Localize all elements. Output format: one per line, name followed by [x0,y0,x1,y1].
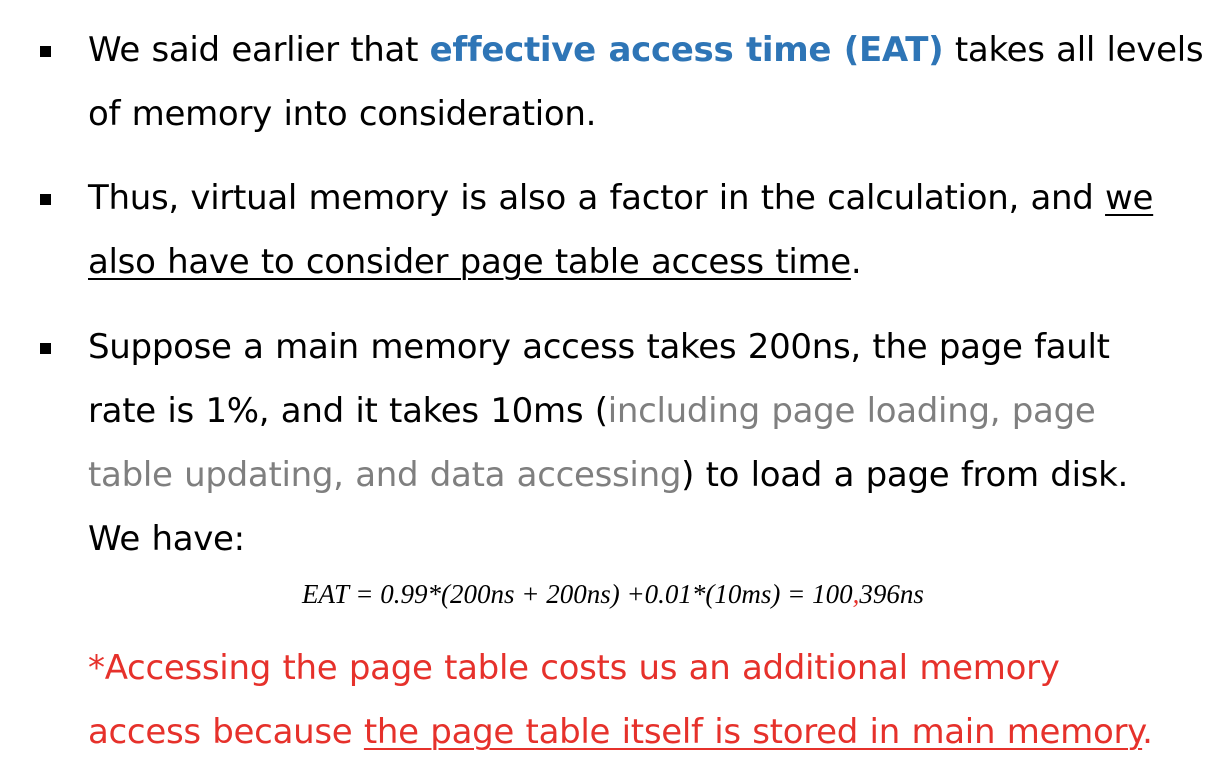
bullet-2-text [88,166,1188,294]
bullet-2-text-pre: Thus, virtual memory is also a factor in the calculation, and [88,178,1106,218]
bullet-1-text-pre: We said earlier that [88,30,430,70]
formula-result: 396ns [859,579,924,609]
bullet-2-line-2 [88,230,1188,294]
bullet-3-text-pre: rate is 1%, and it takes 10ms ( [88,391,608,431]
bullet-3-line-4: We have: [88,519,245,559]
eat-formula [302,574,924,614]
bullet-2-underlined-start: we [1105,178,1154,218]
note-line-1: *Accessing the page table costs us an additional memory [88,648,1060,688]
bullet-3-line-1: Suppose a main memory access takes 200ns, the page fault [88,327,1110,367]
note-text-pre: access because [88,712,364,752]
red-note [88,636,1198,764]
bullet-2-line-1 [88,166,1188,230]
bullet-3-gray-aside-2: table updating, and data accessing [88,455,682,495]
bullet-3-text-post: ) to load a page from disk. [681,455,1129,495]
bullet-2-period: . [850,242,862,282]
bullet-2-underlined-phrase: also have to consider page table access time [88,242,851,282]
eat-highlight: effective access time (EAT) [429,30,944,70]
bullet-3-line-3 [88,443,1188,507]
note-period: . [1142,712,1153,752]
bullet-1-text [88,18,1204,146]
square-bullet-icon [40,343,51,354]
bullet-3-text [88,315,1188,571]
bullet-1-line-1 [88,18,1204,82]
bullet-1-line-2: of memory into consideration. [88,94,597,134]
note-underlined-phrase: the page table itself is stored in main memory [363,712,1143,752]
square-bullet-icon [40,46,51,57]
bullet-3-line-2 [88,379,1188,443]
bullet-1-text-post: takes all levels [943,30,1204,70]
note-line-2 [88,700,1198,764]
formula-red-comma: , [852,579,860,609]
bullet-3-gray-aside-1: including page loading, page [607,391,1096,431]
formula-main: EAT = 0.99*(200ns + 200ns) +0.01*(10ms) = 100 [302,579,853,609]
square-bullet-icon [40,194,51,205]
